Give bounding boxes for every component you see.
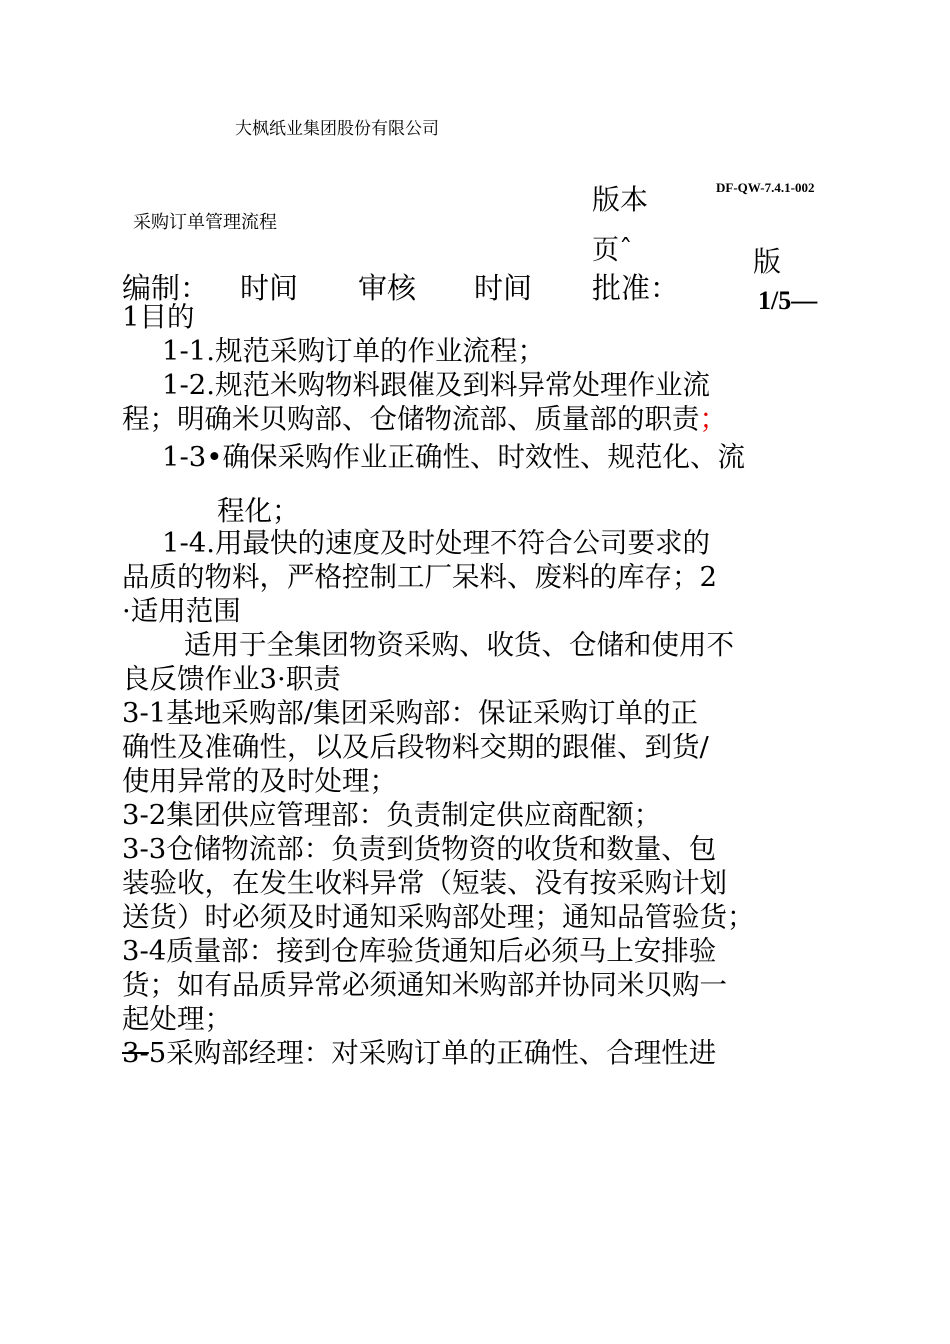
body-line: [122, 1036, 842, 1070]
body-line: [122, 402, 842, 436]
struck-text: 3-: [122, 1037, 149, 1069]
body-line: 品质的物料，严格控制工厂呆料、废料的库存；2: [122, 561, 717, 593]
time-label-2: 时间: [474, 271, 533, 305]
document-body: [122, 300, 842, 1070]
body-line: 适用于全集团物资采购、收货、仓储和使用不: [184, 629, 734, 661]
section-heading: ·适用范围: [122, 595, 241, 627]
page-label: 页ˆ: [592, 235, 633, 266]
body-line: 使用异常的及时处理；: [122, 765, 397, 797]
approve-label: 批准：: [592, 271, 680, 305]
version-suffix: 版: [753, 245, 782, 278]
body-line: 起处理；: [122, 1003, 232, 1035]
body-line-text: 5采购部经理：对采购订单的正确性、合理性进: [148, 1037, 717, 1069]
body-line: 1-1.规范采购订单的作业流程；: [162, 335, 546, 367]
document-title: 采购订单管理流程: [133, 212, 277, 233]
review-label: 审核: [358, 271, 417, 305]
body-line: 良反馈作业3·职责: [122, 663, 341, 695]
page-number: 1/5—: [758, 286, 818, 315]
body-line-text: 程；明确米贝购部、仓储物流部、质量部的职责: [122, 403, 700, 435]
body-line: 送货）时必须及时通知采购部处理；通知品管验货；: [122, 901, 755, 933]
body-line: 3-3仓储物流部：负责到货物资的收货和数量、包: [122, 833, 717, 865]
version-label: 版本: [592, 183, 649, 216]
body-line: 3-2集团供应管理部：负责制定供应商配额；: [122, 799, 662, 831]
company-name: 大枫纸业集团股份有限公司: [235, 119, 439, 139]
body-line: 货；如有品质异常必须通知米购部并协同米贝购一: [122, 969, 727, 1001]
prepared-label: 编制：: [122, 271, 210, 305]
body-line: 1-2.规范米购物料跟催及到料异常处理作业流: [162, 369, 711, 401]
body-line: 3-4质量部：接到仓库验货通知后必须马上安排验: [122, 935, 717, 967]
body-line: 1-4.用最快的速度及时处理不符合公司要求的: [162, 527, 711, 559]
body-line: 程化；: [217, 495, 300, 527]
section-heading: 1目的: [122, 301, 195, 333]
body-line: 装验收，在发生收料异常（短装、没有按采购计划: [122, 867, 727, 899]
red-semicolon: ；: [699, 403, 727, 435]
body-line: 1-3•确保采购作业正确性、时效性、规范化、流: [162, 441, 746, 473]
document-code: DF-QW-7.4.1-002: [716, 180, 815, 195]
time-label-1: 时间: [240, 271, 299, 305]
body-line: 3-1基地采购部/集团采购部：保证采购订单的正: [122, 697, 699, 729]
body-line: 确性及准确性，以及后段物料交期的跟催、到货/: [122, 731, 709, 763]
